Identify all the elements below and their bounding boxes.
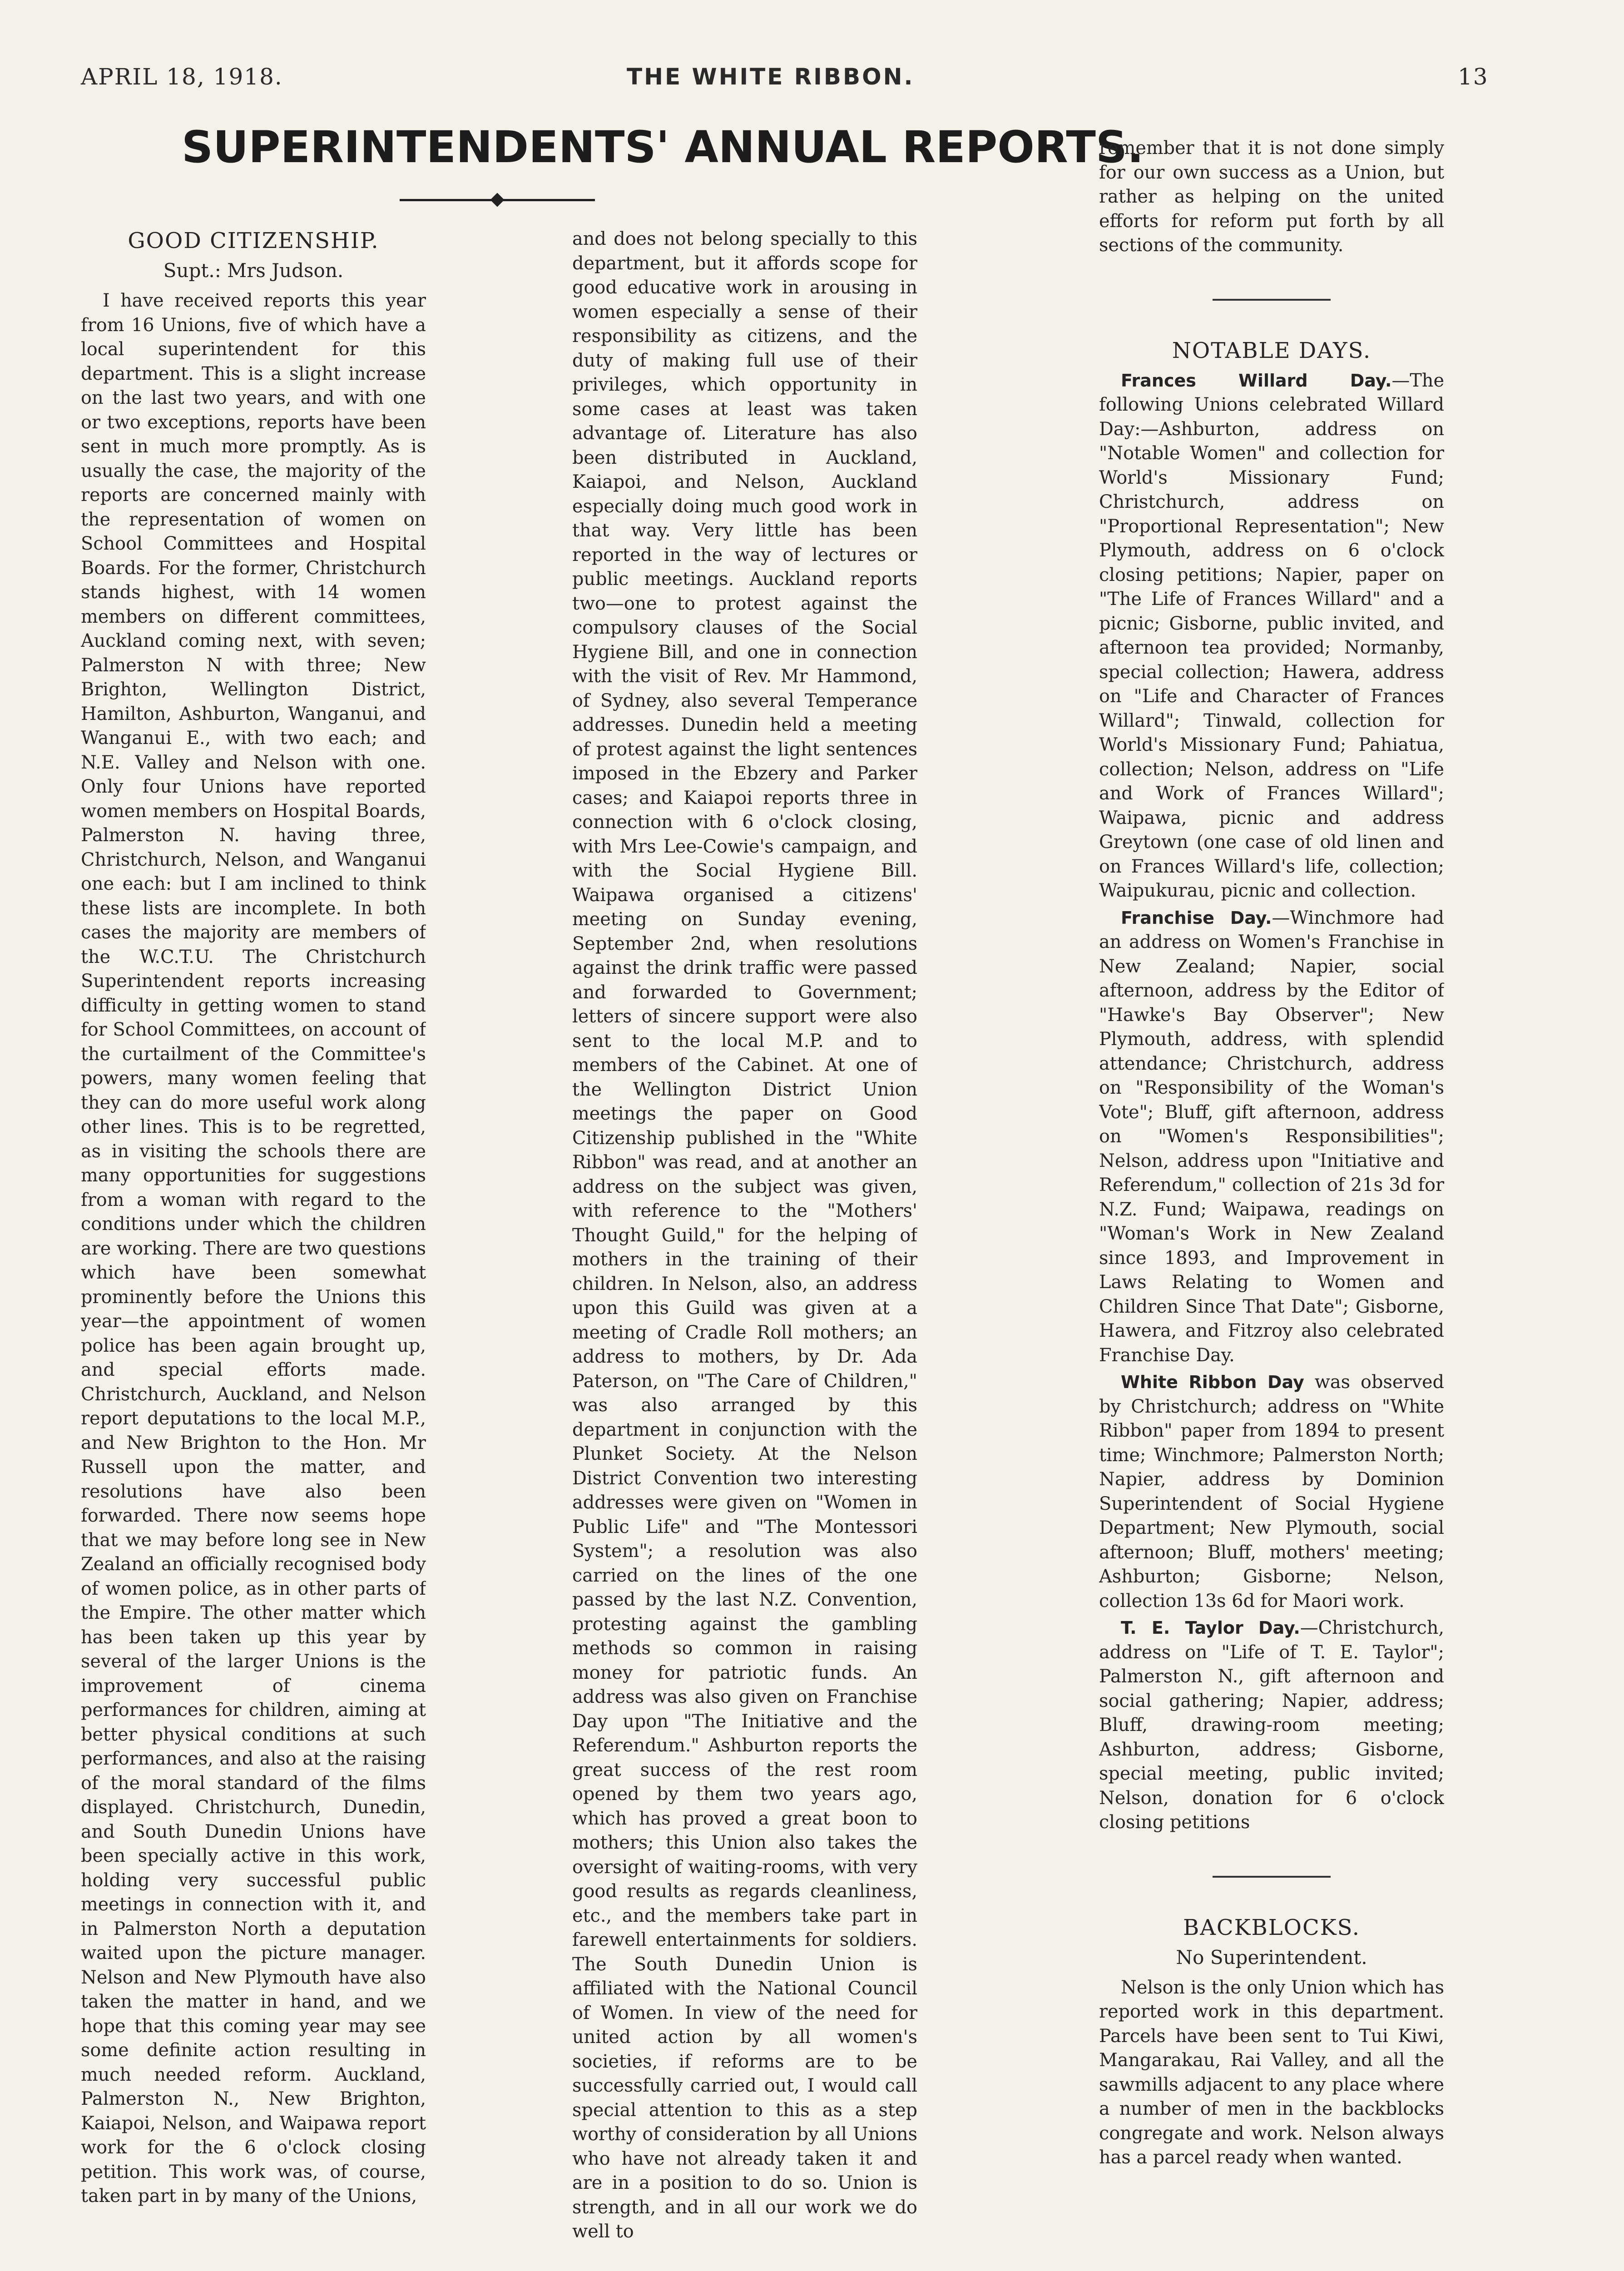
notable-day-entry bbox=[1099, 1370, 1444, 1613]
title-ornament bbox=[400, 196, 595, 203]
page-number: 13 bbox=[1458, 64, 1489, 90]
notable-day-label: Frances Willard Day. bbox=[1121, 370, 1392, 391]
issue-date: APRIL 18, 1918. bbox=[81, 64, 283, 90]
good-citizenship-superintendent: Supt.: Mrs Judson. bbox=[163, 259, 344, 282]
good-citizenship-body-part1: I have received reports this year from 16 Unions, five of which have a local superintendent for this department. This is a slight increase on the last two years, and with one or two exceptions, reports have been sent in much more promptly. As is usually the case, the majority of the reports are concerned mainly with the representation of women on School Committees and Hospital Boards. For the former, Christchurch stands highest, with 14 women members on different committees, Auckland coming next, with seven; Palmerston N with three; New Brighton, Wellington District, Hamilton, Ashburton, Wanganui, and Wanganui E., with two each; and N.E. Valley and Nelson with one. Only four Unions have reported women members on Hospital Boards, Palmerston N. having three, Christchurch, Nelson, and Wanganui one each: but I am inclined to think these lists are incomplete. In both cases the majority are members of the W.C.T.U. The Christchurch Superintendent reports increasing difficulty in getting women to stand for School Committees, on account of the curtailment of the Committee's powers, many women feeling that they can do more useful work along other lines. This is to be regretted, as in visiting the schools there are many opportunities for suggestions from a woman with regard to the conditions under which the children are working. There are two questions which have been somewhat prominently before the Unions this year—the appointment of women police has been again brought up, and special efforts made. Christchurch, Auckland, and Nelson report deputations to the local M.P., and New Brighton to the Hon. Mr Russell upon the matter, and resolutions have also been forwarded. There now seems hope that we may before long see in New Zealand an officially recognised body of women police, as in other parts of the Empire. The other matter which has been taken up this year by several of the larger Unions is the improvement of cinema performances for children, aiming at better physical conditions at such performances, and also at the raising of the moral standard of the films displayed. Christchurch, Dunedin, and South Dunedin Unions have been specially active in this work, holding very successful public meetings in connection with it, and in Palmerston North a deputation waited upon the picture manager. Nelson and New Plymouth have also taken the matter in hand, and we hope that this coming year may see some definite action resulting in much needed reform. Auckland, Palmerston N., New Brighton, Kaiapoi, Nelson, and Waipawa report work for the 6 o'clock closing petition. This work was, of course, taken part in by many of the Unions, bbox=[81, 290, 426, 2207]
column-1 bbox=[81, 227, 426, 2271]
column-3 bbox=[1099, 136, 1444, 2271]
notable-day-label: White Ribbon Day bbox=[1121, 1372, 1304, 1392]
good-citizenship-body-part2: and does not belong specially to this department, but it affords scope for good educative work in arousing in women especially a sense of their responsibility as citizens, and the duty of making full use of their privileges, which opportunity in some cases at least was taken advantage of. Literature has also been distributed in Auckland, Kaiapoi, and Nelson, Auckland especially doing much good work in that way. Very little has been reported in the way of lectures or public meetings. Auckland reports two—one to protest against the compulsory clauses of the Social Hygiene Bill, and one in connection with the visit of Rev. Mr Hammond, of Sydney, also several Temperance addresses. Dunedin held a meeting of protest against the light sentences imposed in the Ebzery and Parker cases; and Kaiapoi reports three in connection with 6 o'clock closing, with Mrs Lee-Cowie's campaign, and with the Social Hygiene Bill. Waipawa organised a citizens' meeting on Sunday evening, September 2nd, when resolutions against the drink traffic were passed and forwarded to Government; letters of sincere support were also sent to the local M.P. and to members of the Cabinet. At one of the Wellington District Union meetings the paper on Good Citizenship published in the "White Ribbon" was read, and at another an address on the subject was given, with reference to the "Mothers' Thought Guild," for the helping of mothers in the training of their children. In Nelson, also, an address upon this Guild was given at a meeting of Cradle Roll mothers; an address to mothers, by Dr. Ada Paterson, on "The Care of Children," was also arranged by this department in conjunction with the Plunket Society. At the Nelson District Convention two interesting addresses were given on "Women in Public Life" and "The Montessori System"; a resolution was also carried on the lines of the one passed by the last N.Z. Convention, protesting against the gambling methods so common in raising money for patriotic funds. An address was also given on Franchise Day upon "The Initiative and the Referendum." Ashburton reports the great success of the rest room opened by them two years ago, which has proved a great boon to mothers; this Union also takes the oversight of waiting-rooms, with very good results as regards cleanliness, etc., and the members take part in farewell entertainments for soldiers. The South Dunedin Union is affiliated with the National Council of Women. In view of the need for united action by all women's societies, if reforms are to be successfully carried out, I would call special attention to this as a step worthy of consideration by all Unions who have not already taken it and are in a position to do so. Union is strength, and in all our work we do well to bbox=[572, 228, 917, 2242]
section-divider bbox=[1213, 299, 1331, 301]
section-divider bbox=[1213, 1876, 1331, 1878]
column-2 bbox=[572, 227, 917, 2271]
notable-day-label: Franchise Day. bbox=[1121, 907, 1272, 928]
notable-day-label: T. E. Taylor Day. bbox=[1121, 1618, 1300, 1638]
notable-day-entry bbox=[1099, 906, 1444, 1368]
notable-day-entry bbox=[1099, 369, 1444, 903]
notable-day-text: —Winchmore had an address on Women's Franchise in New Zealand; Napier, social afternoon, address by the Editor of "Hawke's Bay Observer"; New Plymouth, address, with splendid attendance; Christchurch, address on "Responsibility of the Woman's Vote"; Bluff, gift afternoon, address on "Women's Responsibilities"; Nelson, address upon "Initiative and Referendum," collection of 21s 3d for N.Z. Fund; Waipawa, readings on "Woman's Work in New Zealand since 1893, and Improvement in Laws Relating to Women and Children Since That Date"; Gisborne, Hawera, and Fitzroy also celebrated Franchise Day. bbox=[1099, 907, 1444, 1366]
good-citizenship-body-part3: remember that it is not done simply for our own success as a Union, but rather as helping on the united efforts for reform put forth by all sections of the community. bbox=[1099, 138, 1444, 256]
backblocks-heading: BACKBLOCKS. bbox=[1183, 1914, 1361, 1940]
backblocks-superintendent: No Superintendent. bbox=[1176, 1946, 1367, 1969]
notable-day-text: —The following Unions celebrated Willard Day:—Ashburton, address on "Notable Women" and collection for World's Missionary Fund; Christchurch, address on "Proportional Representation"; New Plymouth, address on 6 o'clock closing petitions; Napier, paper on "The Life of Frances Willard" and a picnic; Gisborne, public invited, and afternoon tea provided; Normanby, special collection; Hawera, address on "Life and Character of Frances Willard"; Tinwald, collection for World's Missionary Fund; Pahiatua, collection; Nelson, address on "Life and Work of Frances Willard"; Waipawa, picnic and address Greytown (one case of old linen and on Frances Willard's life, collection; Waipukurau, picnic and collection. bbox=[1099, 370, 1444, 901]
notable-day-text: —Christchurch, address on "Life of T. E. Taylor"; Palmerston N., gift afternoon and social gathering; Napier, address; Bluff, drawing-room meeting; Ashburton, address; Gisborne, special meeting, public invited; Nelson, donation for 6 o'clock closing petitions bbox=[1099, 1617, 1444, 1833]
notable-days-heading: NOTABLE DAYS. bbox=[1172, 337, 1371, 363]
page-title: SUPERINTENDENTS' ANNUAL REPORTS. bbox=[182, 122, 1144, 173]
backblocks-body: Nelson is the only Union which has reported work in this department. Parcels have been sent to Tui Kiwi, Mangarakau, Rai Valley, and all the sawmills adjacent to any place where a number of men in the backblocks congregate and work. Nelson always has a parcel ready when wanted. bbox=[1099, 1977, 1444, 2168]
publication-name: THE WHITE RIBBON. bbox=[627, 64, 915, 90]
notable-day-entry bbox=[1099, 1616, 1444, 1835]
notable-day-text: was observed by Christchurch; address on "White Ribbon" paper from 1894 to present time; Winchmore; Palmerston North; Napier, address by Dominion Superintendent of Social Hygiene Department; New Plymouth, social afternoon; Bluff, mothers' meeting; Ashburton; Gisborne; Nelson, collection 13s 6d for Maori work. bbox=[1099, 1372, 1444, 1612]
good-citizenship-heading: GOOD CITIZENSHIP. bbox=[128, 228, 379, 253]
